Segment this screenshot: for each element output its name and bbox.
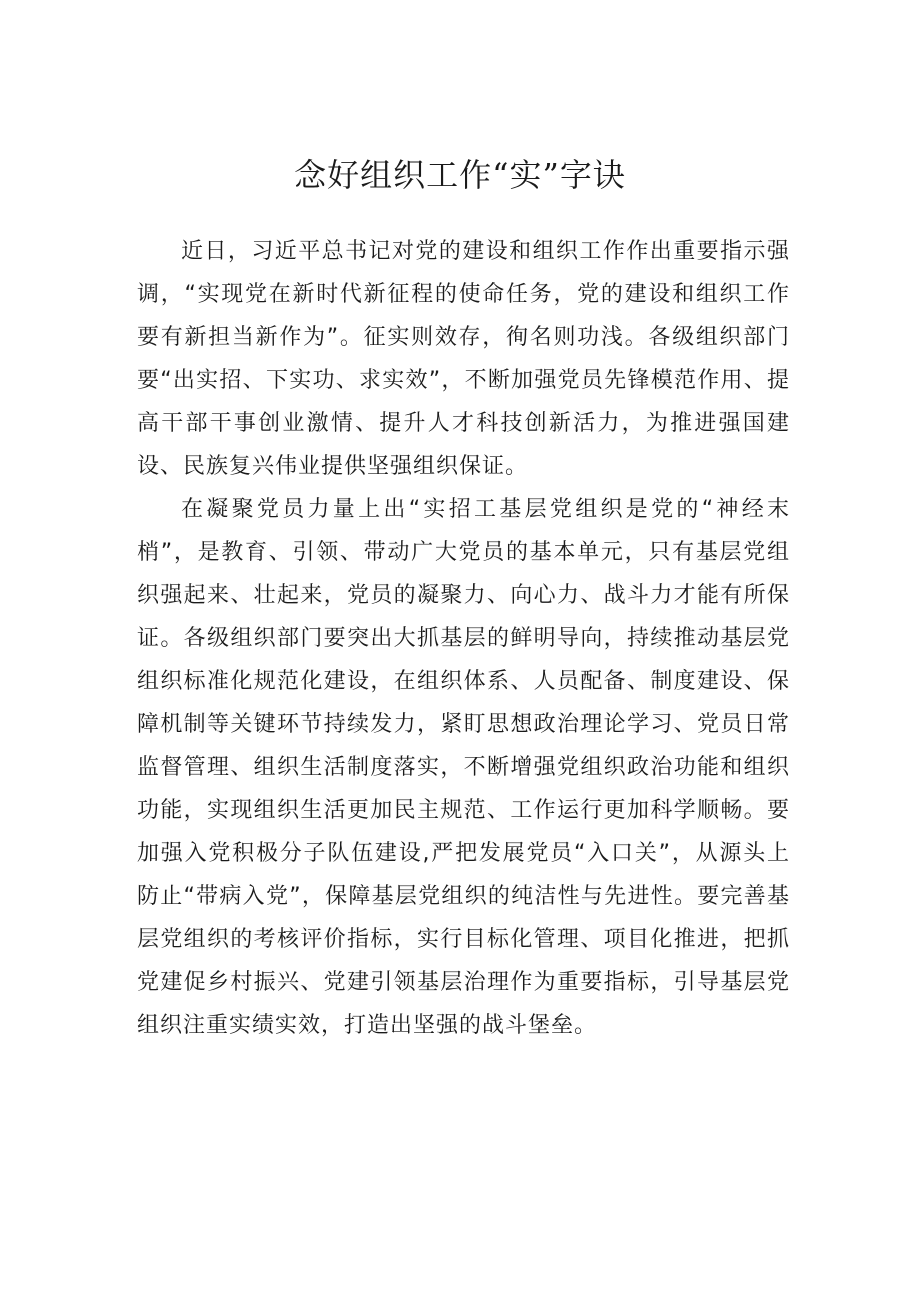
document-body (137, 230, 790, 1047)
paragraph-1: 近日，习近平总书记对党的建设和组织工作作出重要指示强调，“实现党在新时代新征程的使命任务，党的建设和组织工作要有新担当新作为”。征实则效存，徇名则功浅。各级组织部门要“出实招、下实功、求实效”，不断加强党员先锋模范作用、提高干部干事创业激情、提升人才科技创新活力，为推进强国建设、民族复兴伟业提供坚强组织保证。 (137, 239, 790, 479)
document-title: 念好组织工作“实”字诀 (294, 156, 626, 194)
paragraph-2: 在凝聚党员力量上出“实招工基层党组织是党的“神经末梢”，是教育、引领、带动广大党员的基本单元，只有基层党组织强起来、壮起来，党员的凝聚力、向心力、战斗力才能有所保证。各级组织部门要突出大抓基层的鲜明导向，持续推动基层党组织标准化规范化建设，在组织体系、人员配备、制度建设、保障机制等关键环节持续发力，紧盯思想政治理论学习、党员日常监督管理、组织生活制度落实，不断增强党组织政治功能和组织功能，实现组织生活更加民主规范、工作运行更加科学顺畅。要加强入党积极分子队伍建设,严把发展党员“入口关”，从源头上防止“带病入党”，保障基层党组织的纯洁性与先进性。要完善基层党组织的考核评价指标，实行目标化管理、项目化推进，把抓党建促乡村振兴、党建引领基层治理作为重要指标，引导基层党组织注重实绩实效，打造出坚强的战斗堡垒。 (137, 497, 790, 1038)
